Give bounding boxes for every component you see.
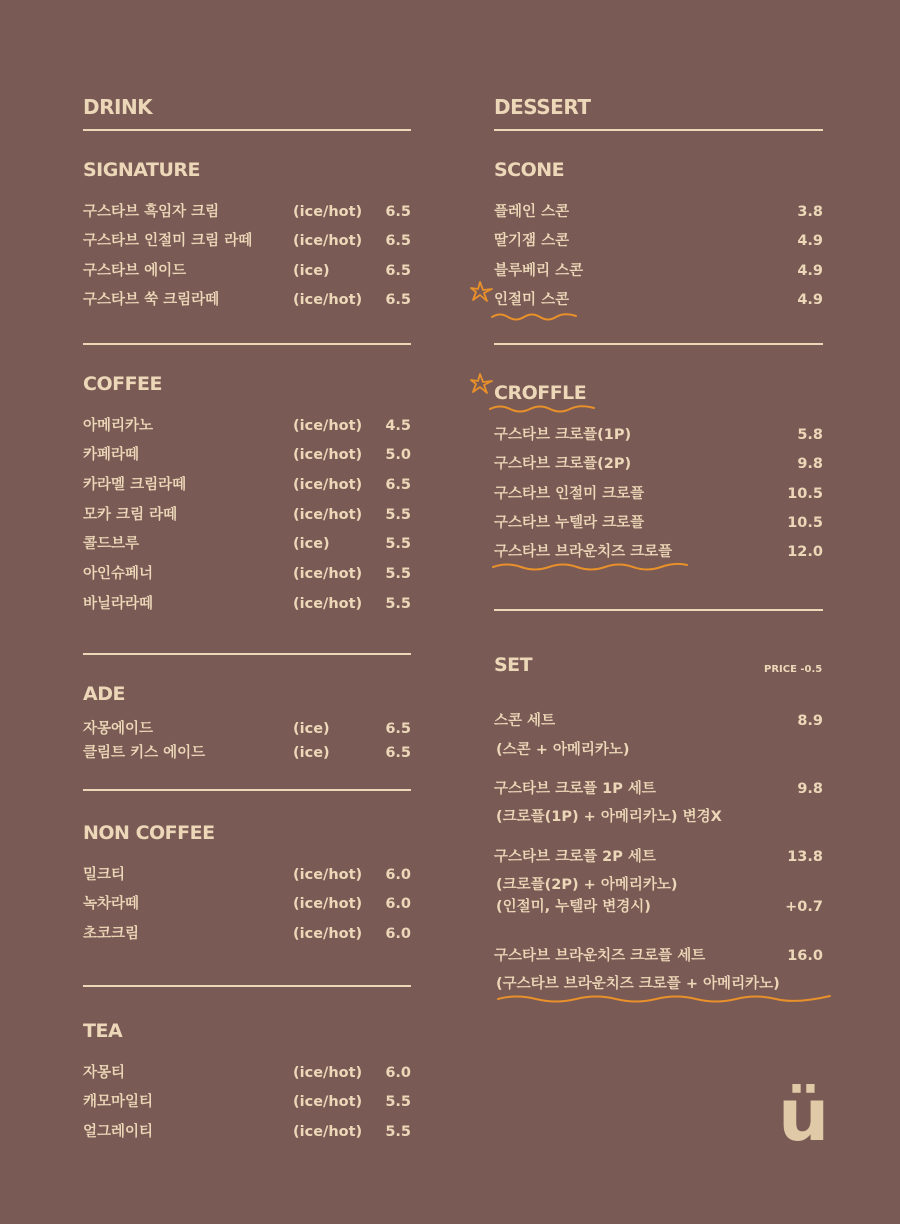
- ade-title: ADE: [83, 683, 125, 705]
- item-price: 10.5: [787, 486, 823, 502]
- item-name: 클림트 키스 에이드: [83, 745, 206, 761]
- item-temp: (ice/hot): [293, 867, 363, 883]
- item-price: 5.0: [385, 447, 411, 463]
- item-name: 구스타브 브라운치즈 크로플 세트: [494, 948, 706, 964]
- item-price: 6.5: [385, 745, 411, 761]
- item-price: 5.5: [385, 596, 411, 612]
- item-price: 6.0: [385, 926, 411, 942]
- item-name: 카라멜 크림라떼: [83, 477, 187, 493]
- set-item: [494, 847, 823, 867]
- item-temp: (ice/hot): [293, 292, 363, 308]
- set-item-detail: (크로플(1P) + 아메리카노) 변경X: [496, 809, 722, 825]
- divider: [83, 985, 411, 987]
- item-name: 초코크림: [83, 926, 140, 942]
- menu-item: [83, 445, 411, 465]
- underline-scribble: [491, 561, 691, 573]
- item-name: 구스타브 누텔라 크로플: [494, 515, 645, 531]
- set-item-extra: [494, 897, 823, 917]
- menu-item: [494, 202, 823, 222]
- menu-item: [83, 202, 411, 222]
- item-price: 12.0: [787, 544, 823, 560]
- set-item-detail: (스콘 + 아메리카노): [496, 742, 630, 758]
- croffle-title: CROFFLE: [494, 382, 587, 404]
- underline-scribble: [488, 403, 598, 415]
- item-name: 인절미 스콘: [494, 292, 570, 308]
- item-price: 5.5: [385, 507, 411, 523]
- item-price: 5.5: [385, 566, 411, 582]
- item-name: 아메리카노: [83, 418, 154, 434]
- item-temp: (ice): [293, 536, 330, 552]
- menu-item: [83, 416, 411, 436]
- menu-item: [494, 513, 823, 533]
- menu-item: [494, 425, 823, 445]
- item-name: 플레인 스콘: [494, 204, 570, 220]
- item-name: 콜드브루: [83, 536, 140, 552]
- item-name: 카페라떼: [83, 447, 140, 463]
- menu-item: [494, 484, 823, 504]
- set-item: [494, 779, 823, 799]
- set-price-note: PRICE -0.5: [764, 664, 823, 675]
- item-name: 구스타브 흑임자 크림: [83, 204, 220, 220]
- menu-item: [83, 894, 411, 914]
- divider: [494, 343, 823, 345]
- item-name: 구스타브 쑥 크림라떼: [83, 292, 220, 308]
- item-name: 스콘 세트: [494, 713, 556, 729]
- item-price: 10.5: [787, 515, 823, 531]
- set-item: [494, 946, 823, 966]
- item-temp: (ice/hot): [293, 477, 363, 493]
- item-price: 9.8: [797, 456, 823, 472]
- item-price: 6.5: [385, 233, 411, 249]
- item-name: 아인슈페너: [83, 566, 154, 582]
- item-price: 5.5: [385, 1124, 411, 1140]
- item-name: 자몽에이드: [83, 721, 154, 737]
- divider: [83, 653, 411, 655]
- menu-item: [83, 1063, 411, 1083]
- item-temp: (ice/hot): [293, 1065, 363, 1081]
- item-price: 6.0: [385, 867, 411, 883]
- item-price: 5.5: [385, 536, 411, 552]
- tea-title: TEA: [83, 1020, 123, 1042]
- item-price: 6.5: [385, 204, 411, 220]
- item-temp: (ice/hot): [293, 1094, 363, 1110]
- menu-item: [83, 505, 411, 525]
- item-temp: (ice/hot): [293, 596, 363, 612]
- item-name: 블루베리 스콘: [494, 263, 584, 279]
- menu-item: [83, 594, 411, 614]
- item-temp: (ice/hot): [293, 896, 363, 912]
- menu-item: [83, 1092, 411, 1112]
- item-price: 4.9: [797, 292, 823, 308]
- item-name: 구스타브 크로플(2P): [494, 456, 632, 472]
- menu-item: [83, 924, 411, 944]
- star-mark-icon: [470, 280, 494, 302]
- item-name: 녹차라떼: [83, 896, 140, 912]
- item-name: 구스타브 크로플 2P 세트: [494, 849, 656, 865]
- menu-item: [83, 534, 411, 554]
- item-price: 6.5: [385, 263, 411, 279]
- menu-item: [83, 475, 411, 495]
- item-price: 6.0: [385, 896, 411, 912]
- menu-item: [494, 231, 823, 251]
- item-name: 구스타브 인절미 크로플: [494, 486, 645, 502]
- menu-item: [83, 261, 411, 281]
- item-temp: (ice): [293, 721, 330, 737]
- item-name: 구스타브 인절미 크림 라떼: [83, 233, 253, 249]
- item-price: 6.0: [385, 1065, 411, 1081]
- item-name: 캐모마일티: [83, 1094, 154, 1110]
- item-temp: (ice/hot): [293, 566, 363, 582]
- menu-item: [83, 564, 411, 584]
- item-price: 4.9: [797, 263, 823, 279]
- set-title: SET: [494, 654, 533, 676]
- item-name: 구스타브 크로플 1P 세트: [494, 781, 656, 797]
- divider: [83, 343, 411, 345]
- dessert-header: DESSERT: [494, 95, 591, 119]
- item-temp: (ice/hot): [293, 926, 363, 942]
- item-name: 구스타브 브라운치즈 크로플: [494, 544, 673, 560]
- item-price: 5.5: [385, 1094, 411, 1110]
- item-temp: (ice/hot): [293, 507, 363, 523]
- item-name: 구스타브 에이드: [83, 263, 187, 279]
- item-name: 밀크티: [83, 867, 126, 883]
- item-temp: (ice/hot): [293, 447, 363, 463]
- item-name: 바닐라라떼: [83, 596, 154, 612]
- item-temp: (ice/hot): [293, 418, 363, 434]
- brand-logo: ü: [778, 1073, 830, 1157]
- menu-item: [83, 865, 411, 885]
- item-price: 3.8: [797, 204, 823, 220]
- divider: [494, 129, 823, 131]
- item-price: 5.8: [797, 427, 823, 443]
- divider: [494, 609, 823, 611]
- menu-item: [83, 719, 411, 739]
- underline-scribble: [496, 993, 832, 1005]
- item-temp: (ice/hot): [293, 204, 363, 220]
- item-name: 모카 크림 라떼: [83, 507, 178, 523]
- item-temp: (ice/hot): [293, 1124, 363, 1140]
- item-price: 6.5: [385, 477, 411, 493]
- set-item-detail: (크로플(2P) + 아메리카노): [496, 877, 678, 893]
- divider: [83, 789, 411, 791]
- item-temp: (ice/hot): [293, 233, 363, 249]
- menu-item: [83, 1122, 411, 1142]
- item-temp: (ice): [293, 263, 330, 279]
- set-item-detail: (구스타브 브라운치즈 크로플 + 아메리카노): [496, 976, 780, 992]
- item-name: 얼그레이티: [83, 1124, 154, 1140]
- item-price: 9.8: [797, 781, 823, 797]
- item-name: 구스타브 크로플(1P): [494, 427, 632, 443]
- item-price: 6.5: [385, 292, 411, 308]
- signature-title: SIGNATURE: [83, 159, 200, 181]
- non-coffee-title: NON COFFEE: [83, 822, 215, 844]
- item-extra: (인절미, 누텔라 변경시): [496, 899, 651, 915]
- item-extra-price: +0.7: [785, 899, 823, 915]
- coffee-title: COFFEE: [83, 373, 163, 395]
- divider: [83, 129, 411, 131]
- item-price: 4.9: [797, 233, 823, 249]
- item-price: 4.5: [385, 418, 411, 434]
- item-name: 자몽티: [83, 1065, 126, 1081]
- item-name: 딸기잼 스콘: [494, 233, 570, 249]
- item-price: 13.8: [787, 849, 823, 865]
- menu-item: [494, 454, 823, 474]
- item-price: 6.5: [385, 721, 411, 737]
- menu-item: [494, 290, 823, 310]
- menu-item: [83, 290, 411, 310]
- set-item: [494, 711, 823, 731]
- underline-scribble: [490, 311, 580, 323]
- menu-item: [83, 231, 411, 251]
- drink-header: DRINK: [83, 95, 153, 119]
- item-price: 16.0: [787, 948, 823, 964]
- menu-item: [494, 542, 823, 562]
- star-mark-icon: [470, 372, 494, 394]
- scone-title: SCONE: [494, 159, 565, 181]
- item-temp: (ice): [293, 745, 330, 761]
- menu-item: [83, 743, 411, 763]
- menu-item: [494, 261, 823, 281]
- item-price: 8.9: [797, 713, 823, 729]
